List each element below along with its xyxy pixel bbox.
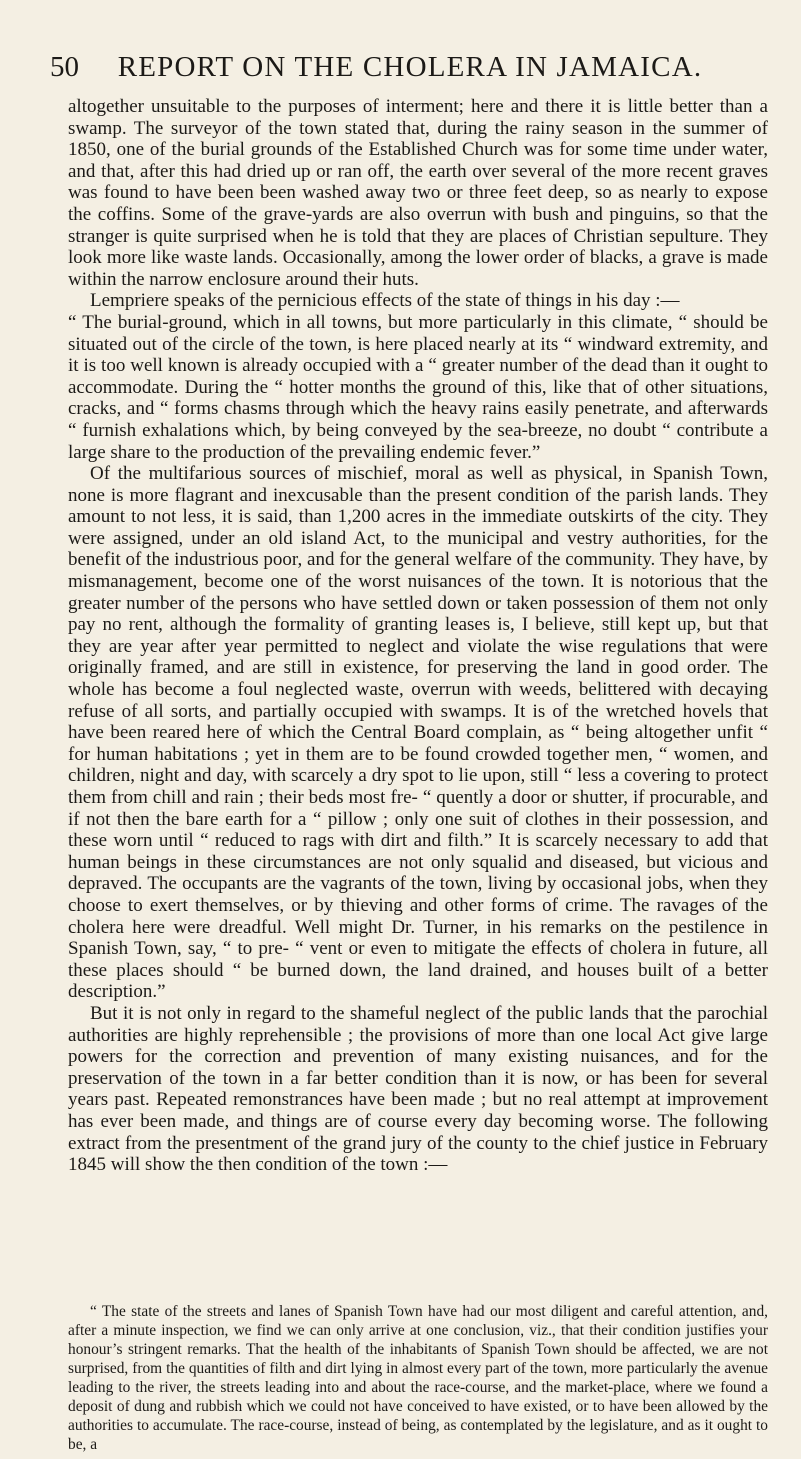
paragraph-parochial-authorities: But it is not only in regard to the shameful neglect of the public lands that the parochial authorities are highly reprehensible ; the provisions of more than one local Act give large powers for the correction and prevention of many existing nuisances, and for the preservation of the town in a far better condition than it is now, or has been for several years past. Repeated remonstrances have been made ; but no real attempt at improvement has ever been made, and things are of course every day becoming worse. The following extract from the presentment of the grand jury of the county to the chief justice in February 1845 will show the then condition of the town :— xyxy=(68,1002,768,1176)
page-number: 50 xyxy=(50,51,79,83)
running-head xyxy=(50,50,770,84)
paragraph-parish-lands: Of the multifarious sources of mischief, moral as well as physical, in Spanish Town, none is more flagrant and inexcusable than the present condition of the parish lands. They amount to not less, it is said, than 1,200 acres in the immediate outskirts of the city. They were assigned, under an old island Act, to the municipal and vestry authorities, for the benefit of the industrious poor, and for the general welfare of the community. They have, by mismanagement, become one of the worst nuisances of the town. It is notorious that the greater number of the persons who have settled down or taken possession of them not only pay no rent, although the formality of granting leases is, I believe, still kept up, but that they are year after year permitted to neglect and violate the wise regulations that were originally framed, and are still in existence, for preserving the land in good order. The whole has become a foul neglected waste, overrun with weeds, belittered with decaying refuse of all sorts, and partially occupied with swamps. It is of the wretched hovels that have been reared here of which the Central Board complain, as “ being altogether unfit “ for human habitations ; yet in them are to be found crowded together men, “ women, and children, night and day, with scarcely a dry spot to lie upon, still “ less a covering to protect them from chill and rain ; their beds most fre- “ quently a door or shutter, if procurable, and if not then the bare earth for a “ pillow ; only one suit of clothes in their possession, and these worn until “ reduced to rags with dirt and filth.” It is scarcely necessary to add that human beings in these circumstances are not only squalid and diseased, but vicious and depraved. The occupants are the vagrants of the town, living by occasional jobs, when they choose to exert themselves, or by thieving and other forms of crime. The ravages of the cholera here were dreadful. Well might Dr. Turner, in his remarks on the pestilence in Spanish Town, say, “ to pre- “ vent or even to mitigate the effects of cholera in future, all these places should “ be burned down, the land drained, and houses built of a better description.” xyxy=(68,463,768,1003)
extract-text: “ The state of the streets and lanes of Spanish Town have had our most diligent and careful attention, and, after a minute inspection, we find we can only arrive at one conclusion, viz., that their condition justifies your honour’s stringent remarks. That the health of the inhabitants of Spanish Town should be affected, we are not surprised, from the quantities of filth and dirt lying in almost every part of the town, more particularly the avenue leading to the river, the streets leading into and about the race-course, and the market-place, where we found a deposit of dung and rubbish which we could not have conceived to have existed, or to have been allowed by the authorities to accumulate. The race-course, instead of being, as contemplated by the legislature, and as it ought to be, a xyxy=(68,1303,768,1453)
quotation-lempriere: “ The burial-ground, which in all towns, but more particularly in this climate, “ should be situated out of the circle of the town, is here placed nearly at its “ windward extremity, and it is too well known is already occupied with a “ greater number of the dead than it ought to accommodate. During the “ hotter months the ground of this, like that of other situations, cracks, and “ forms chasms through which the heavy rains easily penetrate, and afterwards “ furnish exhalations which, by being conveyed by the sea-breeze, no doubt “ contribute a large share to the production of the prevailing endemic fever.” xyxy=(68,311,768,463)
running-title: REPORT ON THE CHOLERA IN JAMAICA. xyxy=(117,51,703,83)
grand-jury-extract xyxy=(68,1302,768,1454)
paragraph-burial-grounds: altogether unsuitable to the purposes of interment; here and there it is little better than a swamp. The surveyor of the town stated that, during the rainy season in the summer of 1850, one of the burial grounds of the Established Church was for some time under water, and that, after this had dried up or ran off, the earth over several of the more recent graves was found to have been been washed away two or three feet deep, so as nearly to expose the coffins. Some of the grave-yards are also overrun with bush and pinguins, so that the stranger is quite surprised when he is told that they are places of Christian sepulture. They look more like waste lands. Occasionally, among the lower order of blacks, a grave is made within the narrow enclosure around their huts. xyxy=(68,96,768,290)
paragraph-lempriere-intro: Lempriere speaks of the pernicious effects of the state of things in his day :— xyxy=(90,290,680,312)
body-text xyxy=(68,96,768,1176)
